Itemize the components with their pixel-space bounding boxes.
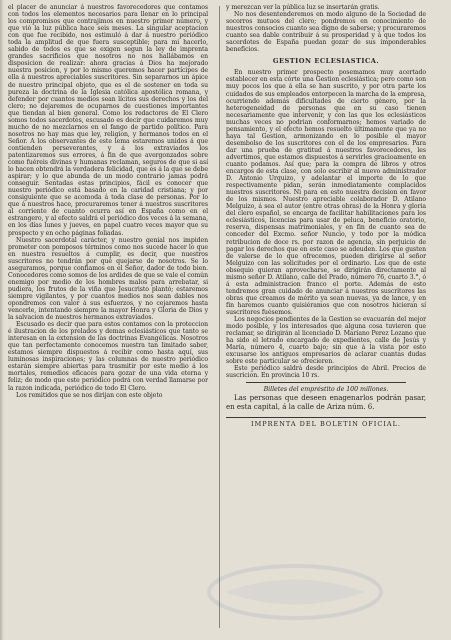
left-paragraph-1: el placer de anunciar á nuestros favorecedores que contamos con todos los elementos necesarios para llenar en lo principal los compromisos que contrajimos en nuestro primer número, y que vió la luz pública hace seis meses. La singular aceptacion con que fue recibido, nos estimuló á dar á nuestro periódico toda la amplitud de que fuera susceptible; para mi hacerlo, sabido de todos es que se exigen segun la ley de imprenta grandes sacrificios que nosotros no nos hallábamos en disposicion de realizar: ahora gracias á Dios ha mejorado nuestra posicion, y por lo mismo queremos hacer partícipes de ella á nuestros apreciables suscritores. Sin separarnos un ápice de nuestro principal objeto, que es el de sostener en toda su pureza la doctrina de la Iglesia católica apostólica romana, y defender por cuantos medios sean lícitos sus derechos y los del clero; no dejaremos de ocuparnos de cuestiones importantes que tiendan al bien general. Como los redactores de El Clero somos todos sacerdotes, escusado es decir que cuidaremos muy mucho de no mezclarnos en el fango de partido político. Para nosotros no hay mas que ley, religion, y hermanos todos en el Señor. A los observantes de este lema estaremos unidos á que contienden perseverantes, y á los extraviados los patentizaremos sus errores, á fin de que avergonzados sobre como fuéreis divinas y humanas reclaman, seguros de que si así lo hacen obtendrá la verdadera felicidad, que es á la que se debe aspirar; y lo que abunda de un modo contrario jamas podrá conseguir. Sentadas estas principios, fácil es conocer que nuestro periódico está basado en la caridad cristiana; y por consiguiente que se acomoda á toda clase de personas. Por lo que á nuestros hace, procuraremos tener á nuestros suscritores al corriente de cuanto ocurra así en España como en el estrangero, y al efecto saldrá el periódico dos veces á la semana, en los días lunes y jueves, en papel cuatro veces mayor que su prospecto y en ocho páginas foliadas. [8, 4, 208, 237]
left-paragraph-2: Nuestro sacerdotal carácter, y nuestro genial nos impiden prometer con pomposos términos como nos sucede hacer lo que en nuestra resueltos á cumplir, es decir, que nuestros suscritores no tendrán por qué quejarse de nosotros. Se lo aseguramos, porque confiamos en el Señor, dador de todo bien. Conocedores como somos de los ardides de que se vale el común enemigo por medio de los hombres malos para arrebatar, si pudiera, los frutos de la viña que Jesucristo plantó; estaremos siempre vigilantes, y por cuantos medios nos sean dables nos opondremos con valor á sus esfuerzos, y no cejaremos hasta vencerle, intentando siempre la mayor Honra y Gloria de Dios y la salvacion de nuestros hermanos extraviados. [8, 236, 208, 322]
page-edge-shadow [0, 0, 4, 640]
left-paragraph-3: Escusado es decir que para estos contamos con la proteccion é ilustracion de los prelados y demas eclesiásticos que tanto se interesan en la extension de las doctrinas Evangélicas. Nosotros que tan perfectamente conocemos nuestra tan limitado saber, estamos siempre dispuestos á recibir como hasta aquí, sus luminosas inspiraciones; y las columnas de nuestro periódico estarán siempre abiertas para trasmitir por este medio á los mortales, remedios eficaces para gozar de una vida eterna y feliz; de modo que este periódico podrá con verdad llamarse por la razon indicada, periódico de todo El Clero. [8, 321, 208, 392]
right-column [226, 4, 426, 428]
notice-divider [246, 382, 406, 383]
watermark-mark [205, 562, 385, 622]
section-heading: GESTION ECLESIASTICA. [272, 57, 380, 66]
right-paragraph-negocios: Los negocios pendientes de la Gestion se evacuarán del mejor modo posible, y los interesados que alguna cosa tuvieren que reclamar, se dirigirán al licenciado D. Mariano Perez Lozano que ha sido el letrado encargado de expedientes, calle de Jesús y María, número 4, cuarto bajo; sin que á la vista por esto excusarse los antiguos empresarios de aclarar cuantas dudas sobre este particular se ofrecieren. [226, 316, 426, 366]
right-paragraph-sociedad: No nos desentenderemos en modo alguno de la Sociedad de socorros mutuos del clero; pondremos en conocimiento de nuestros consocios cuanto sea digno de saberse; y procuraremos cuanto sea dable contribuir á su prosperidad y á que todos los sacerdotes de España puedan gozar de sus imponderables beneficios. [226, 11, 426, 54]
right-paragraph-gestion: En nuestro primer prospecto posemamos muy acertado establecer en esta córte una Gestion eclesiástica; pero como son muy pocos los que á ella se han suscrito, y por otra parte los cuidados de sus empleados entorpecen la marcha de la empresa, ocurriendo además dificultades de cierto género, por la heterogeneidad de personas que en su caso tienen necesariamente que intervenir, y con las que los eclesiásticos muchas veces no podrian conformarnos; hemos variado de pensamiento, y el efecto hemos resuelto últimamente que ya no haya tal Gestion, armonizando en lo posible el mayor desembolso de los suscritores con el de los empresarios. Para dar una prueba de gratitud á nuestros favorecedores, les advertimos, que estamos dispuestos á servirles gracioamente en cuanto podamos. Así que; para la compra de libros y otros encargos de esta clase, con solo escribir al nuevo administrador D. Antonio Urquizo, y adelantar el importe de lo que respectivamente pidan, serán inmediatamente complacidos nuestros suscritores. Ni para en esto nuestra decision en favor de los mismos. Nuestro apreciable colaborador D. Atilano Melguizo, á sea el autor (entre otras obras) de la Honra y gloria del clero español, se encarga de facilitar habilitaciones para los eclesiásticos, licencias para usar de peluca, beneficio oratorio, reserva, dispensas matrimoniales, y en fin de cuanto sea de conceder del Excmo. señor Nuncio, y todo por la módica retribucion de doce rs. por razon de agencia, sin perjuicio de pagar los derechos que en este caso se adeuden. Los que gusten de valerse de lo que ofrecemos, pueden dirigirse al señor Melguizo con las solicitudes por el ordinario. Los que de este obsequio quieran aprovecharse, se dirigirán directamente al mismo señor D. Atilano, calle del Prado, número 76, cuarto 3.°, ó á esta administracion franco el porte. Además de esto tendremos gran cuidado de anunciar á nuestros suscritores las obras que creamos de mérito ya sean nuevas, ya de lance, y en fin haremos cuanto quisiéramos que con nosotros hicieran sí suscritores fuésemos. [226, 69, 426, 316]
right-intro: y merezcan ver la pública luz se insertarán gratis. [226, 4, 380, 11]
left-paragraph-4: Los remitidos que se nos dirijan con este objeto [16, 391, 163, 399]
imprint-line: IMPRENTA DEL BOLETIN OFICIAL. [226, 417, 426, 428]
right-paragraph-precios: Este periódico saldrá desde principios de Abril. Precios de suscricion. En provincia 10 rs. [226, 365, 426, 380]
notice-title: Billetes del empréstito de 100 millones. [263, 386, 389, 394]
column-separator [219, 6, 220, 628]
left-column [8, 4, 208, 399]
notice-body: Las personas que deseen enagenarlos podrán pasar, en esta capital, á la calle de Ariza núm. 6. [226, 393, 426, 411]
